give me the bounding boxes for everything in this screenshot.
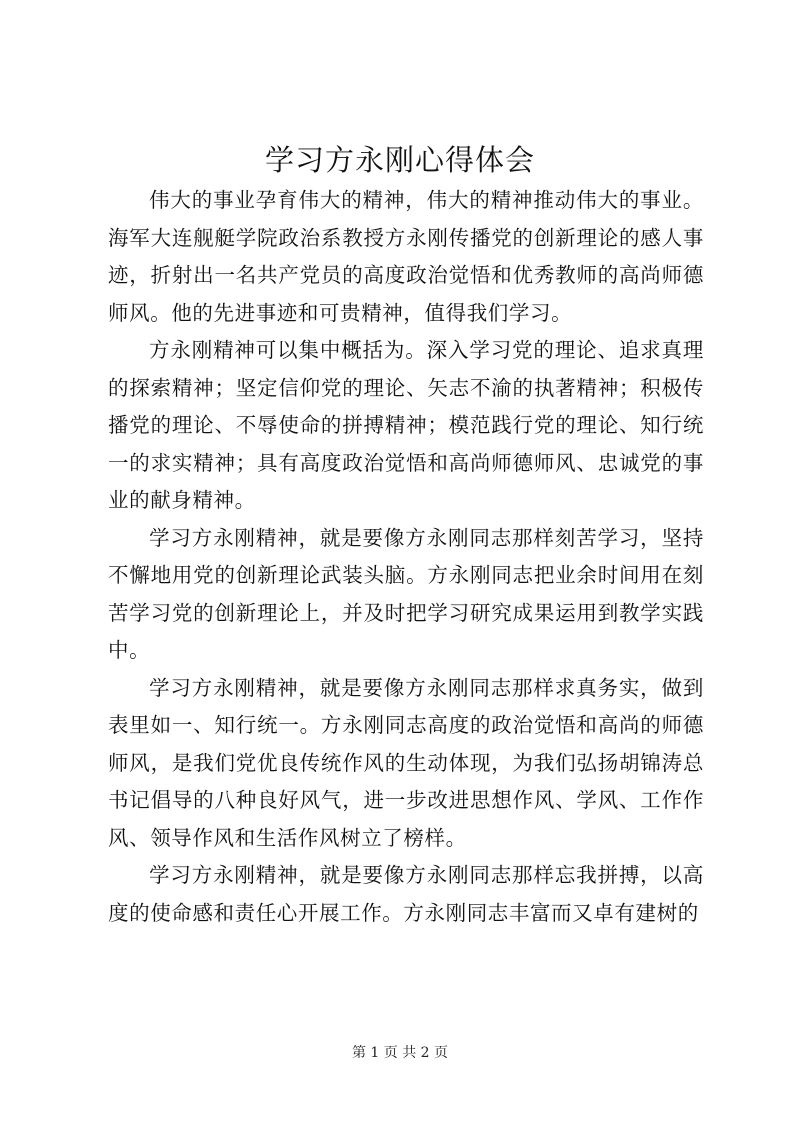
paragraph-1: 伟大的事业孕育伟大的精神，伟大的精神推动伟大的事业。海军大连舰艇学院政治系教授方永刚传播党的创新理论的感人事迹，折射出一名共产党员的高度政治觉悟和优秀教师的高尚师德师风。他的先进事迹和可贵精神，值得我们学习。 (108, 188, 704, 325)
paragraph-2: 方永刚精神可以集中概括为。深入学习党的理论、追求真理的探索精神；坚定信仰党的理论、矢志不渝的执著精神；积极传播党的理论、不辱使命的拼搏精神；模范践行党的理论、知行统一的求实精神；具有高度政治觉悟和高尚师德师风、忠诚党的事业的献身精神。 (108, 338, 704, 512)
paragraph-4: 学习方永刚精神，就是要像方永刚同志那样求真务实，做到表里如一、知行统一。方永刚同志高度的政治觉悟和高尚的师德师风，是我们党优良传统作风的生动体现，为我们弘扬胡锦涛总书记倡导的八种良好风气，进一步改进思想作风、学风、工作作风、领导作风和生活作风树立了榜样。 (108, 675, 704, 850)
document-body (108, 182, 704, 932)
page-footer: 第 1 页 共 2 页 (351, 1045, 449, 1061)
paragraph-5: 学习方永刚精神，就是要像方永刚同志那样忘我拼搏，以高度的使命感和责任心开展工作。方永刚同志丰富而又卓有建树的 (108, 863, 704, 925)
paragraph-3: 学习方永刚精神，就是要像方永刚同志那样刻苦学习，坚持不懈地用党的创新理论武装头脑。方永刚同志把业余时间用在刻苦学习党的创新理论上，并及时把学习研究成果运用到教学实践中。 (108, 525, 704, 662)
document-title: 学习方永刚心得体会 (264, 143, 535, 177)
